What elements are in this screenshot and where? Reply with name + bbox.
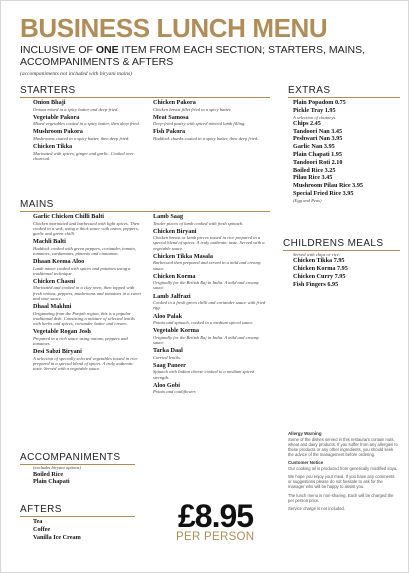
item-name: Dhaal Makhni (33, 303, 72, 311)
item-desc: Barbecued then prepared and served in a mild and creamy sauce. (153, 260, 261, 271)
extra-item: Plain Chapati 1.95 (293, 150, 342, 158)
menu-item (33, 213, 141, 236)
extras-title: EXTRAS (288, 85, 331, 96)
extra-item: Tandoori Roti 2.10 (293, 158, 343, 166)
afters-rule (20, 516, 135, 517)
item-desc: Tender pieces of lamb cooked with fresh spinach. (153, 220, 244, 226)
extra-item: Peshwari Nan 3.95 (293, 135, 343, 143)
menu-item (153, 99, 268, 112)
menu-item (153, 114, 268, 127)
menu-item (33, 328, 141, 346)
item-desc: Mixed vegetables coated in a spicy batter, then deep fried. (33, 121, 140, 127)
mains-rule (20, 211, 270, 212)
item-name: Chicken Tikka (33, 143, 73, 151)
item-name: Aloo Gobi (153, 381, 180, 389)
extra-item: Pickle Tray 1.95 (293, 106, 336, 114)
afters-title: AFTERS (20, 504, 62, 515)
menu-item (33, 303, 141, 326)
extra-item: Garlic Nan 3.95 (293, 143, 335, 151)
extra-item: Plain Popadom 0.75 (293, 99, 346, 106)
extra-item: Pilau Rice 3.45 (293, 174, 333, 182)
menu-item (153, 347, 268, 360)
extra-item: Boiled Rice 3.25 (293, 166, 336, 174)
item-name: Vegetable Korma (153, 327, 199, 335)
page-title: BUSINESS LUNCH MENU (20, 13, 328, 43)
item-desc: Potato and spinach, cooked in a medium spiced sauce. (153, 320, 254, 326)
item-desc: Haddock chunks coated in a spicy batter, then deep fried. (153, 135, 259, 141)
extra-item: Special Fried Rice 3.95 (293, 189, 354, 197)
item-name: Saag Paneer (153, 361, 186, 369)
allergy-heading: Allergy Warning (288, 431, 322, 436)
item-name: Fish Pakora (153, 128, 186, 136)
extra-item: Fish Fingers 6.95 (293, 280, 339, 288)
item-desc: Chicken breast fillet fried in a spicy batter. (153, 106, 232, 112)
menu-item (153, 273, 268, 291)
item-desc: Mushrooms coated in a spicy batter, then deep fried. (33, 135, 130, 141)
mains-left-list (33, 213, 141, 373)
menu-item (33, 99, 141, 112)
item-name: Mushroom Pakora (33, 128, 83, 136)
menu-item (33, 114, 141, 127)
item-desc: Chicken marinated and barbecued with light spices. Then cooked in a wok, using a thick sauce with onion, peppers, garlic and green chilli. (33, 220, 140, 236)
afters-list (33, 518, 143, 541)
item-name: Dhaan Keema Aloo (33, 258, 85, 266)
menu-item (33, 143, 141, 161)
item-desc: Chicken breast or lamb pieces tossed in rice prepared in a special blend of spices. A truly authentic taste. Served with a vegetable sauce. (153, 235, 265, 251)
extra-item: Tandoori Nan 3.45 (293, 127, 343, 135)
item-name: Chicken Chasni (33, 277, 76, 285)
menu-item (153, 327, 268, 345)
item-desc: Originally for the British Raj in India. A mild and creamy sauce. (153, 334, 259, 345)
price-label: PER PERSON (176, 531, 255, 543)
mains-title: MAINS (20, 199, 54, 210)
extra-item: Mushroom Pilau Rice 3.95 (293, 182, 364, 190)
item-desc: Prepared in a rich sauce using onions, peppers and tomatoes. (33, 335, 128, 346)
item-name: Desi Sabzi Biryani (33, 348, 82, 356)
menu-item (33, 128, 141, 141)
extra-item-note: A selection of chutneys. (293, 114, 337, 120)
menu-item (153, 382, 268, 395)
menu-item (153, 313, 268, 326)
lunch-policy-text: The lunch menu is non-sharing. Each will be charged the per person price. (288, 492, 394, 503)
childrens-rule (283, 250, 400, 251)
customer-notice-text: Our cooking oil is produced from genetically modified soya. (288, 465, 398, 471)
extra-item: Chicken Korma 7.95 (293, 265, 348, 272)
item-name: Garlic Chicken Chilli Balti (33, 213, 104, 220)
childrens-title: CHILDRENS MEALS (283, 238, 384, 249)
extra-item: Chicken Tikka 7.95 (293, 257, 345, 265)
menu-item (153, 253, 268, 271)
customer-notice-heading: Customer Notice (288, 460, 324, 466)
extras-rule (288, 97, 400, 98)
accompaniments-title: ACCOMPANIMENTS (20, 452, 121, 463)
price-amount: £8.95 (178, 498, 254, 534)
starters-rule (20, 97, 270, 98)
item-name: Aloo Palak (153, 312, 183, 320)
starters-left-list (33, 99, 141, 163)
item-name: Lamb Jalfrazi (153, 292, 191, 300)
list-item: Coffee (33, 525, 51, 533)
item-desc: Originating from the Punjab region, this is a popular traditional dish. Consisting a mixture of selected lentils with herbs and spices, coriander butter and cream. (33, 310, 135, 326)
item-desc: Originally for the British Raj in India. A mild and creamy sauce. (153, 280, 259, 291)
item-name: Chicken Pakora (153, 99, 196, 106)
menu-item (153, 362, 268, 380)
extra-item: Chicken Curry 7.95 (293, 272, 346, 280)
list-item: Tea (33, 518, 43, 525)
list-item: Plain Chapati (33, 478, 70, 486)
item-name: Tarka Daal (153, 347, 183, 355)
subtitle-note: (accompaniments not included with biryani mains) (20, 71, 132, 77)
menu-item (153, 213, 268, 226)
item-desc: Marinated with spices, ginger and garlic. Cooked over charcoal. (33, 150, 134, 161)
item-desc: A selection of specially selected vegetables tossed in rice prepared in a special blend of spices. A truly authentic taste. Served with a vegetable sauce. (33, 355, 138, 371)
item-desc: Cooked in a fresh green chilli and coriander sauce with fried egg. (153, 300, 266, 311)
mains-right-list (153, 213, 268, 396)
item-desc: Onions mixed in a spicy batter and deep-fried. (33, 106, 119, 112)
menu-item (33, 238, 141, 256)
childrens-note: Served with chips or rice. (293, 252, 341, 257)
extras-list (293, 99, 401, 203)
accompaniments-note: (excludes biryani options) (33, 465, 81, 470)
menu-item (153, 293, 268, 311)
item-desc: Spinach with Indian cheese cooked to a medium spiced strength. (153, 369, 255, 380)
service-charge-text: Service charge is not included. (288, 506, 346, 512)
menu-item (33, 258, 141, 276)
item-desc: Curried lentils. (153, 354, 182, 360)
starters-right-list (153, 99, 268, 143)
item-name: Machli Balti (33, 238, 66, 246)
subtitle-pre: INCLUSIVE OF (20, 44, 96, 56)
item-name: Lamb Saag (153, 213, 184, 220)
menu-item (33, 348, 141, 371)
extra-item: Chips 2.45 (293, 119, 321, 127)
item-name: Chicken Biryani (153, 227, 197, 235)
menu-item (33, 278, 141, 301)
subtitle-bold: ONE (95, 44, 119, 56)
extra-item-note: (Egg and Peas) (293, 197, 322, 203)
item-desc: Haddock cooked with green peppers, coriander, tomato, tomatoes, cardamoms, pimento and cinnamon. (33, 245, 137, 256)
item-name: Meat Samosa (153, 113, 189, 121)
item-desc: Lamb mince cooked with spices and potatoes using a traditional technique. (33, 265, 131, 276)
item-name: Vegetable Pakora (33, 113, 80, 121)
childrens-list (293, 252, 401, 288)
list-item: Boiled Rice (33, 470, 64, 478)
menu-subtitle (20, 45, 400, 68)
item-name: Chicken Tikka Masala (153, 252, 213, 260)
item-name: Chicken Korma (153, 272, 196, 280)
item-desc: Deep-fried pastry with spiced minced lamb filling. (153, 121, 246, 127)
notice-block (288, 431, 398, 514)
feedback-text: We hope you enjoy your meal. If you have any comments or suggestions please do not hesitate to ask for the manager who will be happy to assist you. (288, 474, 395, 490)
starters-title: STARTERS (20, 85, 76, 96)
allergy-text: Some of the dishes served in this restaurant contain nuts, wheat and dairy products. If you suffer from any allergies to these products or any other ingredients, you should seek the advice of the management before ordering. (288, 436, 398, 458)
item-name: Onion Bhaji (33, 99, 66, 106)
menu-item (153, 128, 268, 141)
list-item: Vanilla Ice Cream (33, 533, 81, 541)
item-desc: Potato and cauliflower. (153, 389, 197, 395)
item-name: Vegetable Rogan Josh (33, 328, 91, 336)
subtitle-post: ITEM FROM EACH SECTION; STARTERS, MAINS, ACCOMPANIMENTS & AFTERS (20, 44, 366, 68)
menu-item (153, 228, 268, 251)
accompaniments-list (33, 465, 143, 486)
item-desc: Marinated and cooked in a clay oven, then topped with fresh onions, peppers, mushrooms and tomatoes in a sweet and sour sauce. (33, 285, 141, 301)
